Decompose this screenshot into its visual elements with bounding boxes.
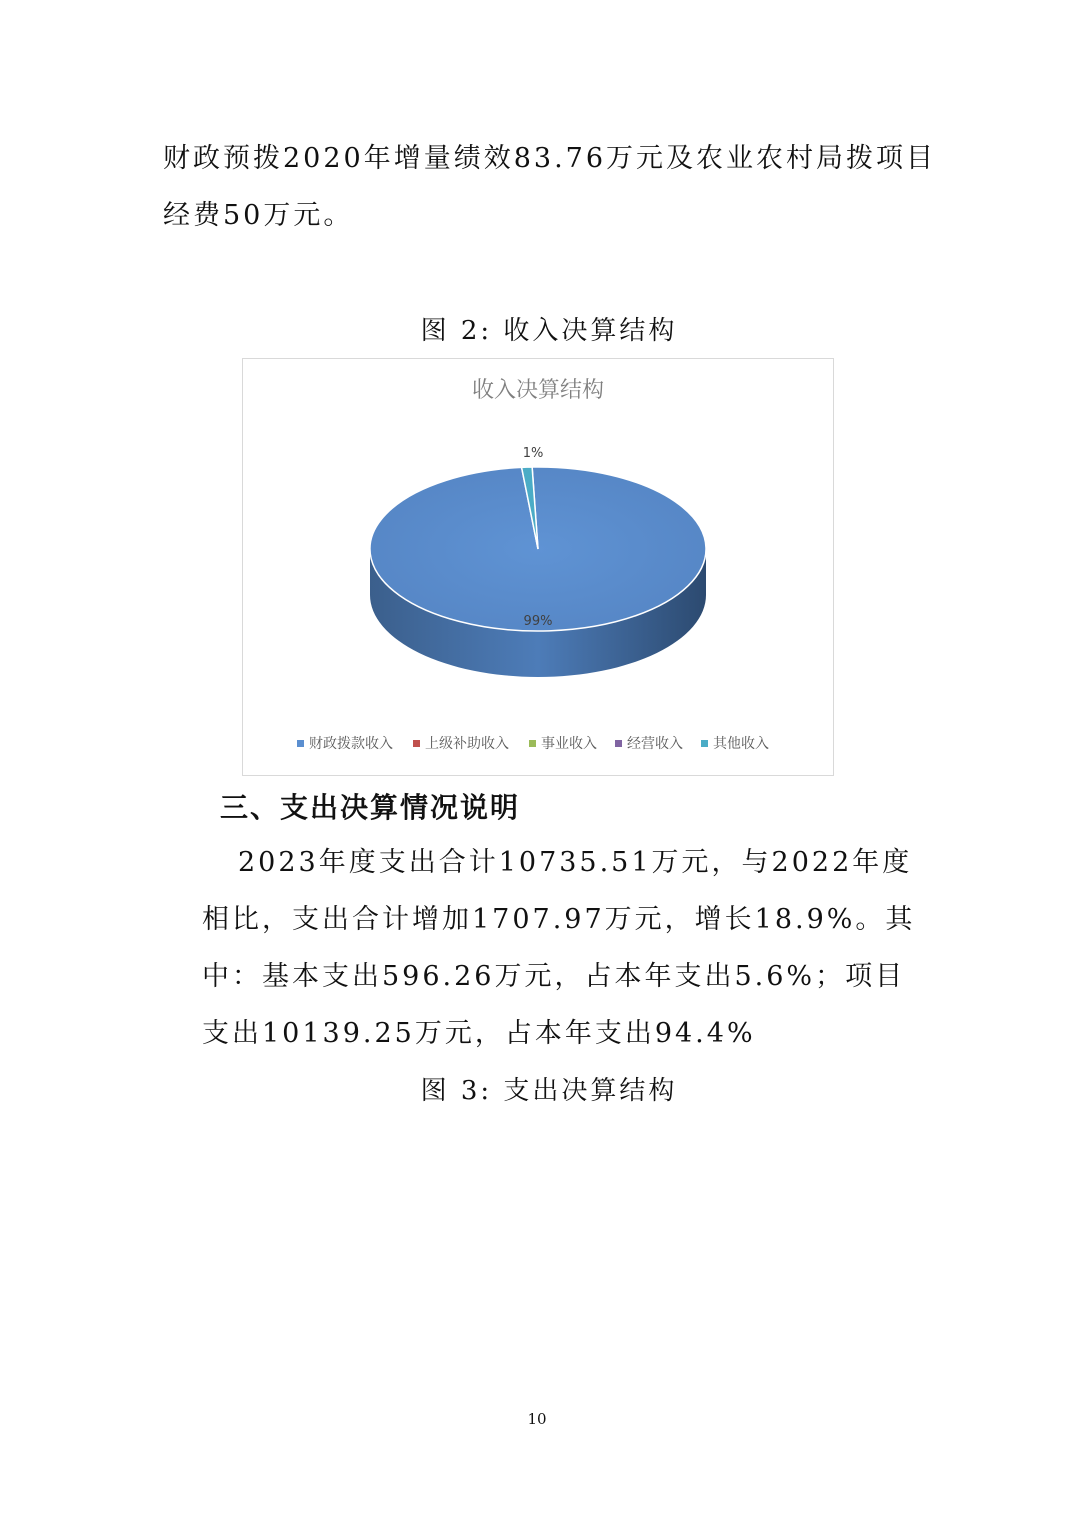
legend-marker-2 — [413, 740, 420, 747]
data-label-fiscal: 99% — [523, 614, 553, 629]
legend-marker-5 — [701, 740, 708, 747]
legend-marker-3 — [529, 740, 536, 747]
intro-paragraph: 财政预拨2020年增量绩效83.76万元及农业农村局拨项目经费50万元。 — [163, 143, 937, 231]
legend-label-2: 上级补助收入 — [425, 736, 509, 752]
expenditure-paragraph: 2023年度支出合计10735.51万元，与2022年度相比，支出合计增加1707.97万元，增长18.9%。其中：基本支出596.26万元，占本年支出5.6%；项目支出10139.25万元，占本年支出94.4% — [202, 847, 916, 1049]
legend-marker-4 — [615, 740, 622, 747]
page-number: 10 — [527, 1410, 547, 1428]
income-structure-chart — [242, 358, 834, 776]
data-label-other: 1% — [522, 446, 544, 461]
chart-legend — [297, 735, 769, 752]
legend-label-1: 财政拨款收入 — [309, 736, 393, 752]
legend-marker-1 — [297, 740, 304, 747]
pie-chart-svg — [243, 359, 833, 775]
legend-label-5: 其他收入 — [713, 736, 769, 752]
section-heading: 三、支出决算情况说明 — [220, 791, 521, 824]
figure-3-caption: 图 3: 支出决算结构 — [420, 1076, 678, 1106]
figure-2-caption: 图 2: 收入决算结构 — [420, 316, 678, 346]
legend-label-4: 经营收入 — [627, 736, 683, 752]
legend-label-3: 事业收入 — [541, 736, 597, 752]
chart-title: 收入决算结构 — [471, 378, 605, 403]
